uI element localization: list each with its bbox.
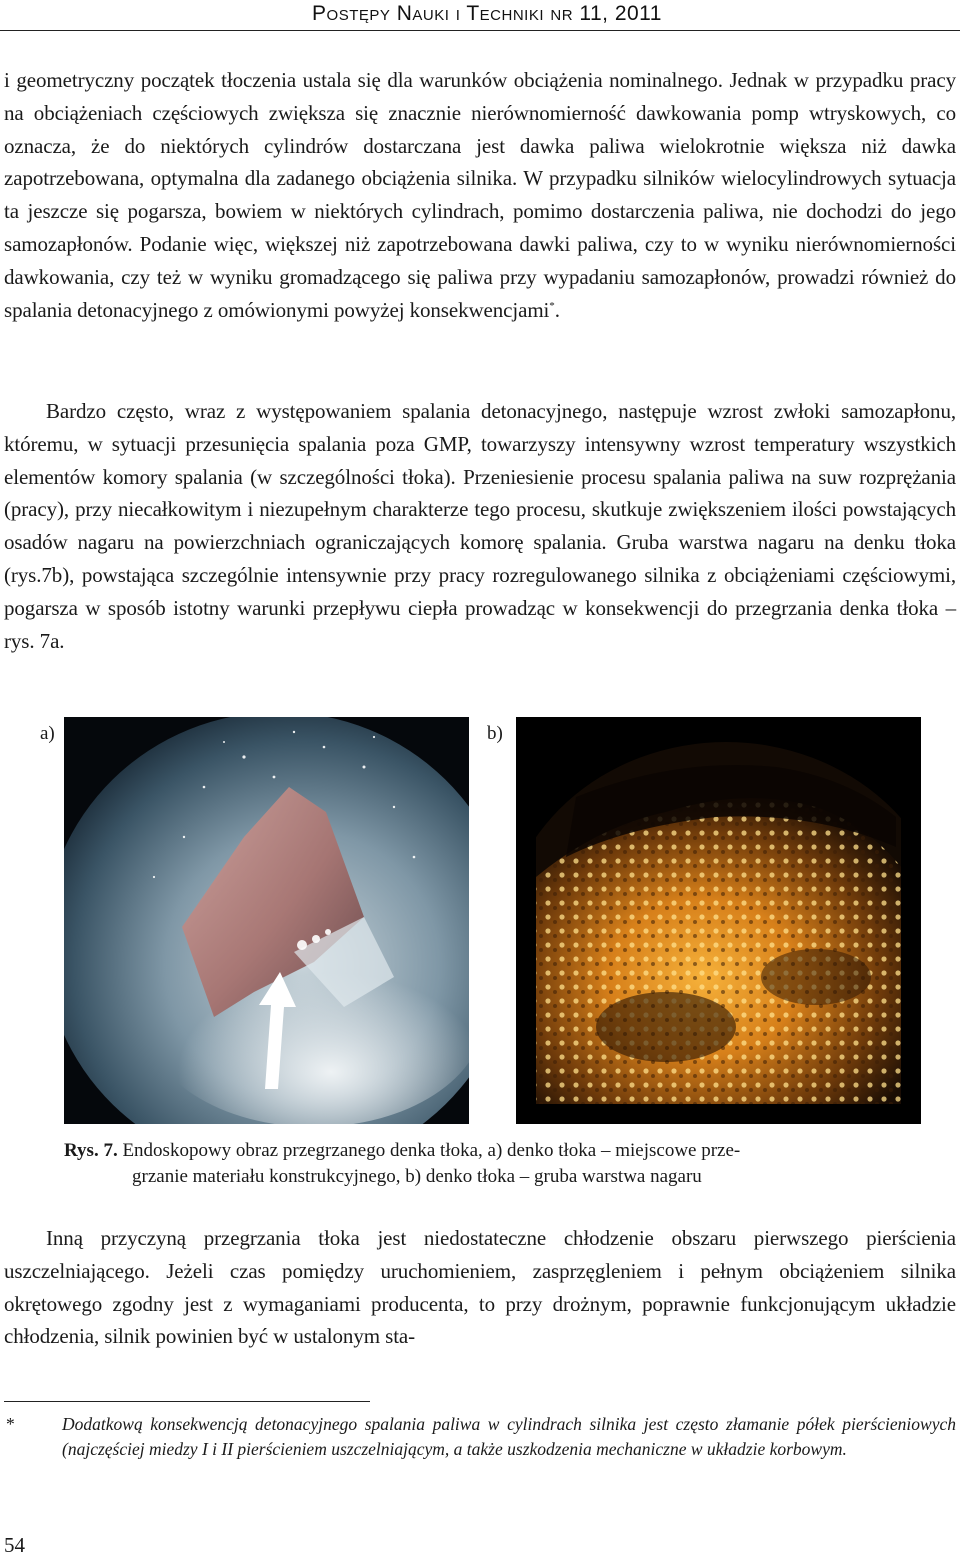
footnote-reference: *	[549, 299, 555, 312]
paragraph-1-text: i geometryczny początek tłoczenia ustala się dla warunków obciążenia nominalnego. Jednak w przypadku pracy na obciążeniach częściowych zwiększa się znacznie nierównomierność dawkowania pomp wtryskowych, co oznacza, że do niektórych cylindrów dostarczana jest dawka paliwa wielokrotnie większa niż dawka zapotrzebowana, optymalna dla zadanego obciążenia silnika. W przypadku silników wielocylindrowych sytuacja ta jeszcze się pogarsza, bowiem w niektórych cylindrach, pomimo dostarczenia paliwa, nie dochodzi do jego samozapłonów. Podanie więc, większej niż zapotrzebowana dawki paliwa, czy to w wyniku nierównomierności dawkowania, czy też w wyniku gromadzącego się paliwa przy wypadaniu samozapłonów, prowadzi również do spalania detonacyjnego z omówionymi powyżej konsekwencjami	[4, 68, 956, 322]
endoscope-photo-b-graphic	[516, 717, 921, 1124]
paragraph-1	[4, 64, 956, 326]
paragraph-3: Inną przyczyną przegrzania tłoka jest niedostateczne chłodzenie obszaru pierwszego pierścienia uszczelniającego. Jeżeli czas pomiędzy uruchomieniem, zasprzęgleniem i pełnym obciążeniem silnika okrętowego zgodny jest z wymaganiami producenta, to przy drożnym, poprawnie funkcjonującym układzie chłodzenia, silnik powinien być w ustalonym sta-	[4, 1226, 956, 1349]
figure-caption-line-1: Endoskopowy obraz przegrzanego denka tłoka, a) denko tłoka – miejscowe prze-	[117, 1140, 741, 1161]
paragraph-2: Bardzo często, wraz z występowaniem spalania detonacyjnego, następuje wzrost zwłoki samozapłonu, któremu, w sytuacji przesunięcia spalania poza GMP, towarzyszy intensywny wzrost temperatury wszystkich elementów komory spalania (w szczególności tłoka). Przeniesienie procesu spalania paliwa na suw rozprężania (pracy), przy niecałkowitym i niezupełnym charakterze tego procesu, skutkuje zwiększeniem ilości powstających osadów nagaru na powierzchniach ograniczających komorę spalania. Gruba warstwa nagaru na denku tłoka (rys.7b), powstająca szczególnie intensywnie przy pracy rozregulowanego silnika z obciążeniami częściowymi, pogarsza w sposób istotny warunki przepływu ciepła prowadząc w konsekwencji do przegrzania denka tłoka – rys. 7a.	[4, 399, 956, 653]
figure-a-label: a)	[40, 723, 55, 744]
page-number: 54	[4, 1533, 25, 1557]
footnote	[4, 1412, 956, 1461]
footnote-mark: *	[6, 1414, 15, 1434]
footnote-text: Dodatkową konsekwencją detonacyjnego spalania paliwa w cylindrach silnika jest często złamanie półek pierścieniowych (najczęściej miedzy I i II pierścieniem uszczelniającym, a także uszkodzenia mechaniczne w układzie korbowym.	[62, 1414, 956, 1459]
endoscope-photo-b	[516, 717, 921, 1124]
figure-caption-line-2: grzanie materiału konstrukcyjnego, b) denko tłoka – gruba warstwa nagaru	[132, 1166, 702, 1187]
paragraph-1-end: .	[554, 297, 560, 322]
figure-caption	[64, 1138, 904, 1190]
endoscope-photo-a-graphic	[64, 717, 469, 1124]
footnote-rule	[4, 1401, 370, 1402]
figure-b-label: b)	[487, 723, 503, 744]
figure-caption-label: Rys. 7.	[64, 1140, 118, 1161]
header-rule	[0, 30, 960, 31]
journal-header: Postępy Nauki i Techniki nr 11, 2011	[312, 2, 662, 25]
endoscope-photo-a	[64, 717, 469, 1124]
